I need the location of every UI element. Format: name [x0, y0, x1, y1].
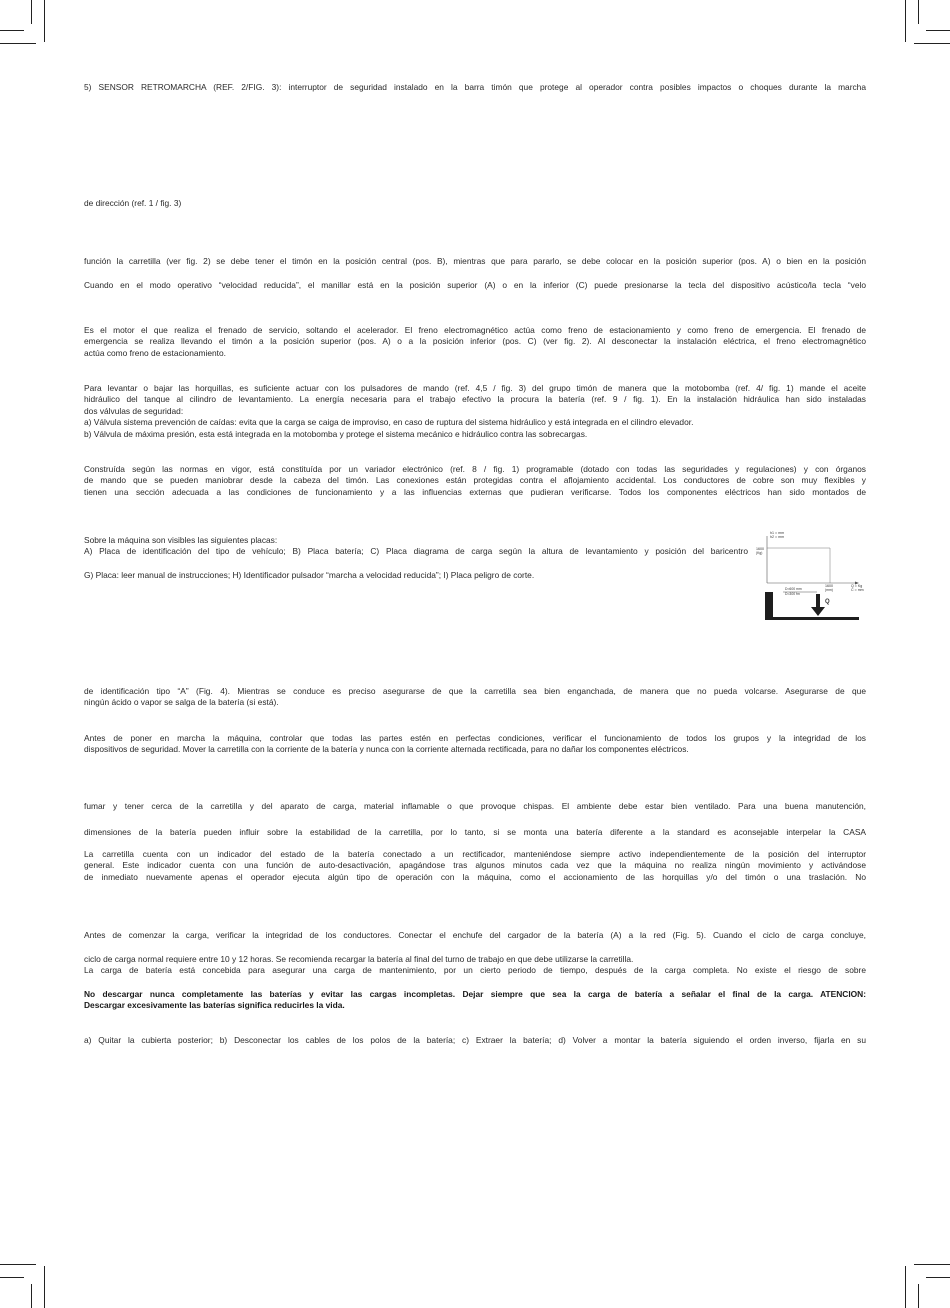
- diagram-label-q: Q = Kg: [851, 584, 863, 588]
- crop-mark-br-h2: [914, 1264, 950, 1265]
- diagram-label-h2: h2 = mm: [770, 535, 785, 539]
- paragraph-charging-cycle: [84, 954, 866, 977]
- crop-mark-tr-h2: [914, 43, 950, 44]
- diagram-x-tick-unit: (mm): [825, 588, 833, 592]
- load-diagram: [755, 528, 867, 628]
- text-line: dispositivos de seguridad. Mover la carretilla con la corriente de la batería y nunca con la corriente alternada rectificada, para no dañar los componentes eléctricos.: [84, 744, 689, 755]
- paragraph-battery-plate: [84, 686, 866, 709]
- diagram-load-label: Q: [825, 599, 830, 605]
- text-line: de mando que se pueden maniobrar desde la cabeza del timón. Las conexiones están protegidas contra el aflojamiento accidental. Los conductores de cobre son muy flexibles y: [84, 475, 866, 486]
- crop-mark-br-h: [926, 1277, 950, 1278]
- text-line: de dirección (ref. 1 / fig. 3): [84, 198, 182, 208]
- diagram-x-tick: 1600: [825, 584, 833, 588]
- paragraph-smoking: [84, 801, 866, 812]
- text-line: 5) SENSOR RETROMARCHA (REF. 2/FIG. 3): interruptor de seguridad instalado en la barra timón que protege al operador contra posibles impactos o choques durante la marcha: [84, 82, 866, 92]
- text-line: Para levantar o bajar las horquillas, es suficiente actuar con los pulsadores de mando (ref. 4,5 / fig. 3) del grupo timón de manera que la motobomba (ref. 4/ fig. 1) mande el aceite: [84, 383, 866, 393]
- text-line: dos válvulas de seguridad:: [84, 405, 184, 416]
- text-line: general. Este indicador cuenta con una función de auto-desactivación, apagándose tras algunos minutos cada vez que la máquina no realiza ningún movimiento y activándose: [84, 860, 866, 871]
- crop-mark-bl-h2: [0, 1264, 36, 1265]
- diagram-y-tick: 1600: [756, 547, 764, 551]
- crop-mark-tl-v: [31, 0, 32, 24]
- crop-mark-tr-h: [926, 30, 950, 31]
- paragraph-reduced-speed: [84, 280, 866, 291]
- text-line: A) Placa de identificación del tipo de vehículo; B) Placa batería; C) Placa diagrama de carga según la altura de levantamiento y posición del baricentro: [84, 546, 748, 557]
- text-line: hidráulico del tanque al cilindro de levantamiento. La energía necesaria para el trabajo efectivo la procura la batería (ref. 9 / fig. 1). En la instalación hidráulica han sido instaladas: [84, 394, 866, 405]
- diagram-label-h1: h1 = mm: [770, 531, 785, 535]
- crop-mark-bl-v2: [44, 1266, 45, 1308]
- paragraph-battery-indicator: [84, 849, 866, 883]
- diagram-label-c: C = mm: [851, 588, 864, 592]
- paragraph-braking: [84, 325, 866, 359]
- text-line: dimensiones de la batería pueden influir sobre la estabilidad de la carretilla, por lo tanto, si se monta una batería diferente a la standard es aconsejable interpelar la CASA: [84, 827, 866, 837]
- fork-shape: [765, 592, 859, 620]
- text-line: b) Válvula de máxima presión, esta está integrada en la motobomba y protege el sistema mecánico e hidráulico contra las sobrecargas.: [84, 428, 588, 439]
- text-line: función la carretilla (ver fig. 2) se debe tener el timón en la posición central (pos. B), mientras que para pararlo, se debe colocar en la posición superior (pos. A) o bien en la posición: [84, 256, 866, 266]
- diagram-dim-label-1: D=600 mm: [785, 587, 802, 591]
- text-line: Antes de poner en marcha la máquina, controlar que todas las partes estén en perfectas condiciones, verificar el funcionamiento de todos los grupos y la integridad de los: [84, 733, 866, 743]
- paragraph-battery-replacement: [84, 1035, 866, 1046]
- text-line: La carretilla cuenta con un indicador del estado de la batería conectado a un rectificador, manteniéndose siempre activo independientemente de la posición del interruptor: [84, 849, 866, 859]
- paragraph-plates-2: [84, 570, 748, 581]
- text-line: Descargar excesivamente las baterías significa reducirles la vida.: [84, 1000, 345, 1011]
- paragraph-hydraulic: [84, 383, 866, 440]
- text-line: tienen una sección adecuada a las condiciones de funcionamiento y a las influencias externas que pudieran verificarse. Todos los componentes eléctricos han sido montados de: [84, 486, 866, 497]
- diagram-y-tick-unit: (Kg): [756, 551, 763, 555]
- text-line: Construída según las normas en vigor, está constituída por un variador electrónico (ref. 8 / fig. 1) programable (dotado con todas las seguridades y regulaciones) y con órganos: [84, 464, 866, 474]
- paragraph-startup-check: [84, 733, 866, 756]
- crop-mark-tl-v2: [44, 0, 45, 42]
- text-line: Sobre la máquina son visibles las siguientes placas:: [84, 535, 278, 545]
- text-line: La carga de batería está concebida para asegurar una carga de mantenimiento, por un cierto periodo de tiempo, después de la carga completa. No existe el riesgo de sobre: [84, 965, 866, 976]
- paragraph-battery-warning: [84, 989, 866, 1012]
- text-line: a) Válvula sistema prevención de caídas: evita que la carga se caiga de improviso, en caso de ruptura del sistema hidráulico y está integrada en el cilindro elevador.: [84, 417, 694, 428]
- text-line: emergencia se realiza llevando el timón a la posición superior (pos. A) o a la posición inferior (pos. C) (ver fig. 2). Al desconectar la instalación eléctrica, el freno electromagnético: [84, 336, 866, 347]
- crop-mark-br-v: [918, 1284, 919, 1308]
- crop-mark-bl-h: [0, 1277, 24, 1278]
- diagram-curve: [767, 548, 830, 583]
- text-line: actúa como freno de estacionamiento.: [84, 347, 226, 358]
- text-line: No descargar nunca completamente las baterías y evitar las cargas incompletas. Dejar siempre que sea la carga de batería a señalar el final de la carga. ATENCION:: [84, 989, 866, 999]
- text-line: Cuando en el modo operativo “velocidad reducida”, el manillar está en la posición superior (A) o en la inferior (C) puede presionarse la tecla del dispositivo acústico/la tecla “velo: [84, 280, 866, 290]
- paragraph-battery-dimensions: [84, 827, 866, 838]
- crop-mark-tr-v: [918, 0, 919, 24]
- text-line: G) Placa: leer manual de instrucciones; H) Identificador pulsador “marcha a velocidad reducida”; I) Placa peligro de corte.: [84, 570, 535, 580]
- text-line: ciclo de carga normal requiere entre 10 y 12 horas. Se recomienda recargar la batería al final del turno de trabajo en que debe utilizarse la carretilla.: [84, 954, 634, 964]
- crop-mark-bl-v: [31, 1284, 32, 1308]
- crop-mark-tr-v2: [905, 0, 906, 42]
- paragraph-electrical: [84, 464, 866, 498]
- load-arrow-shaft: [816, 594, 820, 608]
- paragraph-charging-start: [84, 930, 866, 941]
- text-line: a) Quitar la cubierta posterior; b) Desconectar los cables de los polos de la batería; c) Extraer la batería; d) Volver a montar la batería siguiendo el orden inverso, fijarla en su: [84, 1035, 866, 1045]
- crop-mark-br-v2: [905, 1266, 906, 1308]
- paragraph-tiller-position: [84, 256, 866, 267]
- text-line: Antes de comenzar la carga, verificar la integridad de los conductores. Conectar el enchufe del cargador de la batería (A) a la red (Fig. 5). Cuando el ciclo de carga concluye,: [84, 930, 866, 940]
- paragraph-plates: [84, 535, 748, 558]
- text-line: de identificación tipo “A” (Fig. 4). Mientras se conduce es preciso asegurarse de que la carretilla sea bien enganchada, de manera que no pueda volcarse. Asegurarse de que: [84, 686, 866, 696]
- crop-mark-tl-h: [0, 30, 24, 31]
- load-arrow-head: [811, 607, 825, 616]
- crop-mark-tl-h2: [0, 43, 36, 44]
- text-line: Es el motor el que realiza el frenado de servicio, soltando el acelerador. El freno electromagnético actúa como freno de estacionamiento y como freno de emergencia. El frenado de: [84, 325, 866, 335]
- text-line: ningún ácido o vapor se salga de la batería (si está).: [84, 697, 279, 708]
- paragraph-reverse-sensor: [84, 82, 866, 93]
- diagram-dim-label-2: D=300 fm: [785, 592, 800, 596]
- text-line: fumar y tener cerca de la carretilla y del aparato de carga, material inflamable o que provoque chispas. El ambiente debe estar bien ventilado. Para una buena manutención,: [84, 801, 866, 811]
- text-line: de inmediato nuevamente apenas el operador ejecuta algún tipo de operación con la máquina, como el accionamiento de las horquillas y/o del timón o una traslación. No: [84, 871, 866, 882]
- paragraph-steering-ref: [84, 198, 866, 209]
